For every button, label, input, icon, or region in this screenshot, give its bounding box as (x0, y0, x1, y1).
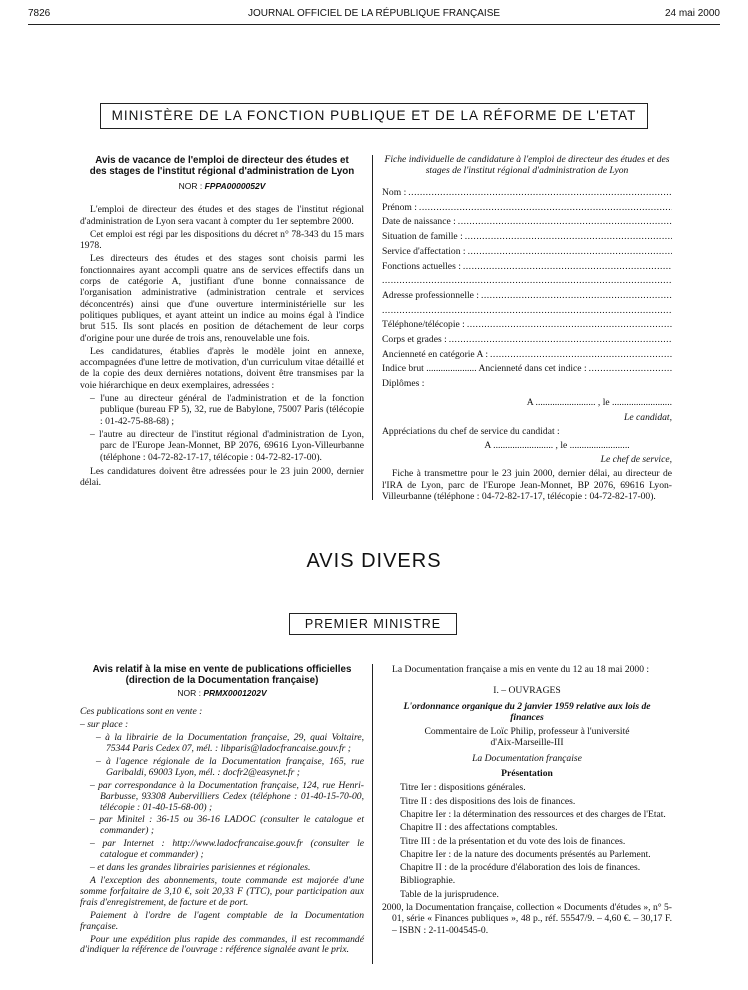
form-place-date-2: A ......................... , le ......................... (484, 439, 630, 451)
form-field-telephone: Téléphone/télécopie : ..... (382, 318, 672, 333)
sale-l5: – par Minitel : 36-15 ou 36-16 LADOC (consulter le catalogue et commander) ; (90, 814, 364, 837)
application-form (382, 155, 672, 504)
issue-date: 24 mai 2000 (664, 8, 720, 19)
vacancy-nor-value: FPPA0000052V (204, 181, 266, 191)
form-field-blank-2 (382, 304, 672, 319)
sale-intro: Ces publications sont en vente : (80, 706, 203, 718)
form-field-indice: Indice brut ..................... Ancienneté dans cet indice : ..... (382, 362, 672, 377)
form-field-prenom: Prénom : ..... (382, 201, 672, 216)
vacancy-bullet-1: – l'une au directeur général de l'administration et de la fonction publique (bureau FP 5), 32, rue de Babylone, 75007 Paris (télécopie : 01-42-75-88-68) ; (90, 393, 364, 427)
sale-l6: – par Internet : http://www.ladocfrancaise.gouv.fr (consulter le catalogue et commander) ; (90, 838, 364, 861)
column-divider (372, 155, 373, 500)
form-place-date-1: A ......................... , le ......................... (526, 396, 672, 408)
form-chef: Le chef de service, (600, 454, 672, 466)
form-field-situation: Situation de famille : ..... (382, 230, 672, 245)
vacancy-p3: Les directeurs des études et des stages sont choisis parmi les fonctionnaires ayant accompli quatre ans de services effectifs dans un corps de catégorie A, justifiant d'une bonne connaissance de l'organisation administrative (administration centrale et services déconcentrés) ainsi que d'une ouverture interministérielle sur les politiques publiques, et ayant atteint un indice au moins égal à l'indice brut 515. Ils sont placés en position de détachement de leur corps d'origine pour une durée de trois ans, renouvelable une fois. (80, 253, 364, 344)
pub-toc-6: Chapitre Ier : de la nature des documents présentés au Parlement. (400, 848, 651, 860)
pub-presentation: Présentation (501, 768, 553, 780)
vacancy-p4: Les candidatures, établies d'après le modèle joint en annexe, accompagnées d'une lettre de motivation, d'un curriculum vitae détaillé et de la copie des deux dernières notations, doivent être transmises par la voie hiérarchique en deux exemplaires, adressées : (80, 345, 364, 391)
form-candidat: Le candidat, (624, 411, 672, 423)
sale-l3: – à l'agence régionale de la Documentation française, 165, rue Garibaldi, 69003 Lyon, mél. : docfr2@easynet.fr ; (96, 755, 364, 778)
sale-l2: – à la librairie de la Documentation française, 29, quai Voltaire, 75344 Paris Cedex 07, mél. : libparis@ladocfrancaise.gouv.fr ; (96, 732, 364, 755)
column-divider-2 (372, 664, 373, 964)
pub-publisher: La Documentation française (472, 752, 582, 764)
sale-p2: Paiement à l'ordre de l'agent comptable de la Documentation française. (80, 909, 364, 932)
pub-comment: Commentaire de Loïc Philip, professeur à l'université d'Aix-Marseille-III (424, 726, 630, 749)
pub-toc-1: Titre Ier : dispositions générales. (400, 782, 526, 794)
ministry-heading: MINISTÈRE DE LA FONCTION PUBLIQUE ET DE LA RÉFORME DE L'ETAT (100, 103, 648, 129)
form-title: Fiche individuelle de candidature à l'emploi de directeur des études et des stages de l'institut régional d'administration de Lyon (384, 154, 670, 176)
pub-toc-2: Titre II : des dispositions des lois de finances. (400, 795, 576, 807)
pub-toc-8: Bibliographie. (400, 875, 456, 887)
form-field-blank-1 (382, 274, 672, 289)
pub-reference: 2000, la Documentation française, collection « Documents d'études », n° 5-01, série « Finances publiques », 48 p., réf. 55547/9. – 4,60 €. – 30,17 F. – ISBN : 2-11-004545-0. (382, 902, 672, 936)
sale-notice (80, 664, 364, 958)
pub-toc-4: Chapitre II : des affectations comptables. (400, 822, 558, 834)
publications-list (382, 664, 672, 938)
form-appreciations: Appréciations du chef de service du candidat : (382, 425, 560, 437)
form-field-fonctions: Fonctions actuelles : ..... (382, 260, 672, 275)
form-field-anciennete: Ancienneté en catégorie A : ..... (382, 348, 672, 363)
pub-intro: La Documentation française a mis en vente du 12 au 18 mai 2000 : (392, 664, 650, 675)
sale-title: Avis relatif à la mise en vente de publications officielles (direction de la Documentation française) (92, 664, 352, 686)
sale-nor-value: PRMX0001202V (203, 688, 267, 698)
pub-section-heading: I. – OUVRAGES (493, 685, 561, 697)
premier-ministre-heading: PREMIER MINISTRE (289, 613, 457, 635)
avis-divers-heading: AVIS DIVERS (306, 550, 442, 572)
form-field-service: Service d'affectation : ..... (382, 245, 672, 260)
journal-title: JOURNAL OFFICIEL DE LA RÉPUBLIQUE FRANÇAISE (247, 8, 501, 19)
form-field-corps: Corps et grades : ..... (382, 333, 672, 348)
pub-toc-9: Table de la jurisprudence. (400, 888, 499, 900)
form-field-diplomes: Diplômes : (382, 378, 425, 390)
pub-toc-5: Titre III : de la présentation et du vote des lois de finances. (400, 835, 626, 847)
vacancy-title: Avis de vacance de l'emploi de directeur des études et des stages de l'institut régional d'administration de Lyon (89, 155, 355, 177)
form-field-date-naissance: Date de naissance : ..... (382, 215, 672, 230)
vacancy-p1: L'emploi de directeur des études et des stages de l'institut régional d'administration de Lyon sera vacant à compter du 1er septembre 2000. (80, 204, 364, 227)
sale-l1: – sur place : (80, 719, 129, 731)
sale-p3: Pour une expédition plus rapide des commandes, il est recommandé d'indiquer la référence de l'ouvrage : référence signalée avant le prix. (80, 933, 364, 956)
vacancy-bullet-2: – l'autre au directeur de l'institut régional d'administration de Lyon, parc de l'Europe Jean-Monnet, BP 2076, 69616 Lyon-Villeurbanne (téléphone : 04-72-82-17-17, télécopie : 04-72-82-17-00). (90, 428, 364, 463)
form-note: Fiche à transmettre pour le 23 juin 2000, dernier délai, au directeur de l'IRA de Lyon, parc de l'Europe Jean-Monnet, BP 2076, 69616 Lyon-Villeurbanne (téléphone : 04-72-82-17-17, télécopie : 04-72-82-17-00). (382, 468, 672, 502)
page-number: 7826 (28, 8, 51, 19)
vacancy-p2: Cet emploi est régi par les dispositions du décret n° 78-343 du 15 mars 1978. (80, 228, 364, 252)
sale-l4: – par correspondance à la Documentation française, 124, rue Henri-Barbusse, 93308 Aubervilliers Cedex (téléphone : 01-40-15-70-00, télécopie : 01-40-15-68-00) ; (90, 779, 364, 813)
sale-p1: A l'exception des abonnements, toute commande est majorée d'une somme forfaitaire de 3,10 €, soit 20,33 F (TTC), pour participation aux frais d'enregistrement, de facture et de port. (80, 874, 364, 908)
form-field-nom: Nom : ..... (382, 186, 672, 201)
sale-nor: NOR : PRMX0001202V (177, 688, 267, 698)
vacancy-p5: Les candidatures doivent être adressées pour le 23 juin 2000, dernier délai. (80, 465, 364, 489)
form-field-adresse: Adresse professionnelle : ..... (382, 289, 672, 304)
pub-toc-7: Chapitre II : de la procédure d'élaboration des lois de finances. (400, 862, 641, 874)
pub-book-title: L'ordonnance organique du 2 janvier 1959 relative aux lois de finances (403, 700, 651, 723)
vacancy-notice (80, 155, 364, 490)
sale-l7: – et dans les grandes librairies parisiennes et régionales. (90, 862, 311, 874)
header-rule (28, 24, 720, 25)
pub-toc-3: Chapitre Ier : la détermination des ressources et des charges de l'Etat. (400, 808, 666, 820)
vacancy-nor: NOR : FPPA0000052V (178, 181, 266, 191)
